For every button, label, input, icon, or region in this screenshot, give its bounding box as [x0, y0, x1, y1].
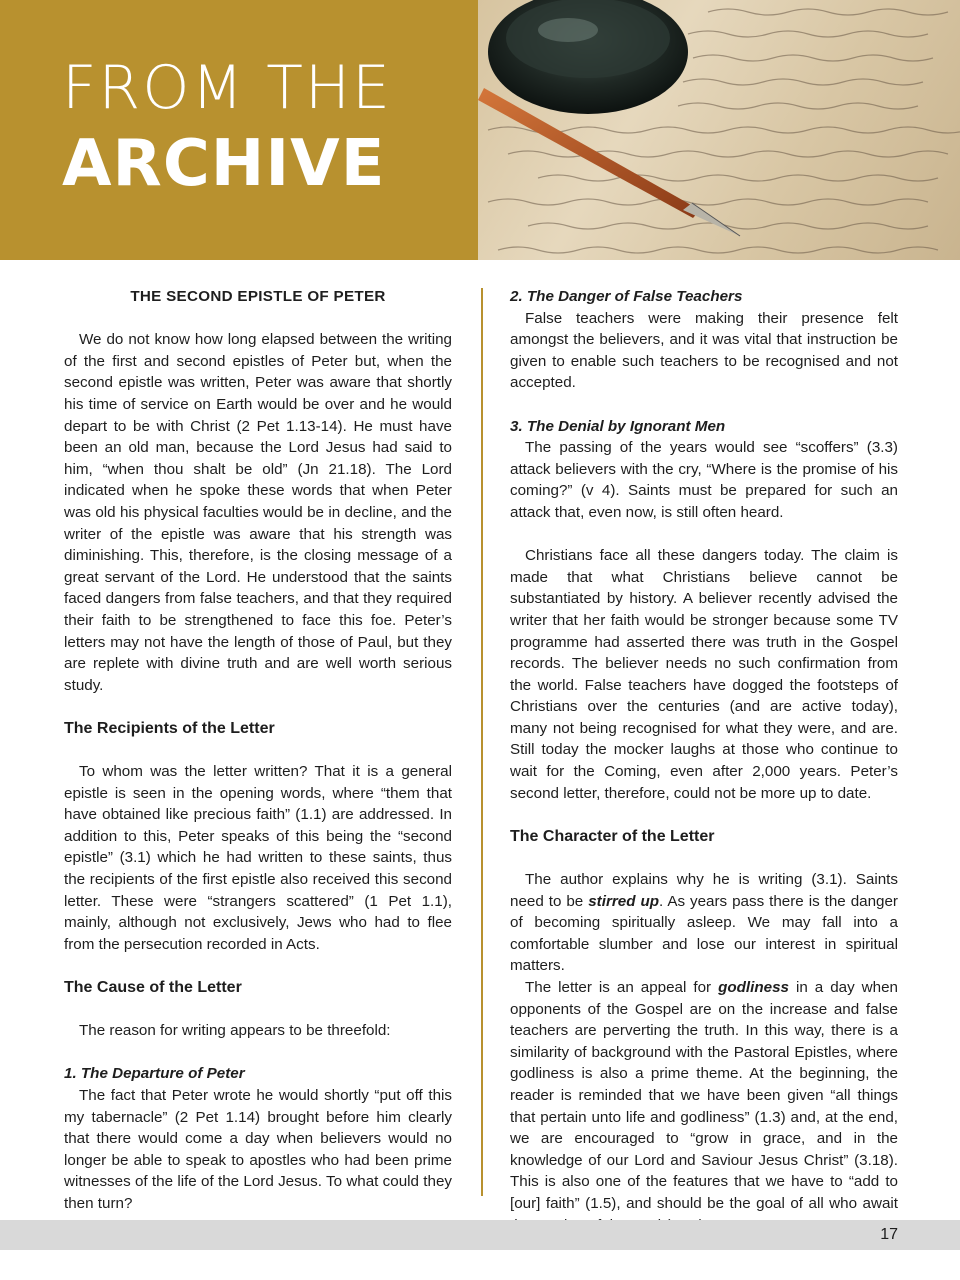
point-3-heading: 3. The Denial by Ignorant Men	[510, 417, 726, 435]
inkwell-quill-photo	[478, 0, 960, 260]
cause-intro: The reason for writing appears to be threefold:	[79, 1022, 391, 1040]
point-3-paragraph: The passing of the years would see “scoffers” (3.3) attack believers with the cry, “Where is the promise of his coming?” (v 4). Saints must be prepared for such an attack that, even now, is still often heard.	[510, 439, 898, 521]
character-paragraph-2	[510, 977, 898, 1236]
banner-title-line1: FROM THE	[62, 53, 392, 123]
character-heading: The Character of the Letter	[510, 827, 715, 845]
character-p1-text-after: . As years pass there is the danger of becoming spiritually asleep. We may fall into a comfortable slumber and lose our interest in spiritual matters.	[510, 892, 898, 975]
column-divider	[481, 288, 483, 1196]
cause-heading: The Cause of the Letter	[64, 979, 242, 996]
point-1-heading: 1. The Departure of Peter	[64, 1065, 245, 1083]
left-column	[64, 286, 452, 1215]
today-paragraph: Christians face all these dangers today. The claim is made that what Christians believe cannot be substantiated by history. A believer recently advised the writer that her faith would be stronger because some TV programme had asserted there was truth in the Gospel records. The believer needs no such confirmation from the world. False teachers have dogged the footsteps of Christians over the centuries (and are active today), many not being recognised for what they were, and are. Still today the mocker laughs at those who continue to wait for the Coming, even after 2,000 years. Peter’s second letter, therefore, could not be more up to date.	[510, 547, 898, 802]
character-p1-text-before: The author explains why he is writing (3.1). Saints need to be	[510, 871, 898, 910]
inkwell-quill-illustration	[478, 0, 960, 260]
point-2-heading: 2. The Danger of False Teachers	[510, 288, 743, 305]
character-p2-emphasis: godliness	[718, 979, 789, 996]
character-paragraph-1	[510, 869, 898, 977]
intro-paragraph: We do not know how long elapsed between the writing of the first and second epistles of Peter but, when the second epistle was written, Peter was aware that shortly his time of service on Earth would be over and he would depart to be with Christ (2 Pet 1.13-14). He must have been an old man, because the Lord Jesus had said to him, “when thou shalt be old” (Jn 21.18). The Lord indicated when he spoke these words that when Peter was old his physical faculties would be in decline, and the writer of the epistle was aware that his strength was diminishing. This, therefore, is the closing message of a great servant of the Lord. He understood that the saints faced dangers from false teachers, and that they required their faith to be strengthened to face this foe. Peter’s letters may not have the length of those of Paul, but they are replete with divine truth and are well worth serious study.	[64, 331, 452, 694]
page-number: 17	[880, 1226, 898, 1243]
recipients-heading: The Recipients of the Letter	[64, 719, 275, 737]
article-title: THE SECOND EPISTLE OF PETER	[130, 288, 386, 305]
recipients-paragraph: To whom was the letter written? That it is a general epistle is seen in the opening words, where “them that have obtained like precious faith” (1.1) are addressed. In addition to this, Peter speaks of this being the “second epistle” (3.1) which he had written to these saints, thus the recipients of the first epistle also received this second letter. These were “strangers scattered” (1 Pet 1.1), mainly, although not exclusively, Jews who had to flee from the persecution recorded in Acts.	[64, 763, 452, 953]
character-p1-emphasis: stirred up	[588, 892, 659, 910]
character-p2-text-after: in a day when opponents of the Gospel are on the increase and false teachers are perverting the truth. In this way, there is a similarity of background with the Pastoral Epistles, where godliness is also a prime theme. At the beginning, the reader is reminded that we have been given “all things that pertain unto life and godliness” (1.3) and, at the end, we are encouraged to “grow in grace, and in the knowledge of our Lord and Saviour Jesus Christ” (3.18). This is also one of the features that we have to “add to [our] faith” (1.5), and should be the goal of all who await	[510, 979, 898, 1212]
banner-title-line2: ARCHIVE	[62, 127, 386, 201]
character-p2-text-before: The letter is an appeal for	[525, 979, 719, 996]
banner-title	[62, 53, 392, 201]
point-2-paragraph: False teachers were making their presence felt amongst the believers, and it was vital that instruction be given to enable such teachers to be recognised and not accepted.	[510, 309, 898, 392]
right-column	[510, 286, 898, 1236]
archive-banner	[0, 0, 960, 260]
footer-bar	[0, 1220, 960, 1250]
point-1-paragraph: The fact that Peter wrote he would shortly “put off this my tabernacle” (2 Pet 1.14) brought before him clearly that there would come a day when believers would no longer be able to speak to apostles who had been prime witnesses of the life of the Lord Jesus. To what could they then turn?	[64, 1086, 452, 1212]
